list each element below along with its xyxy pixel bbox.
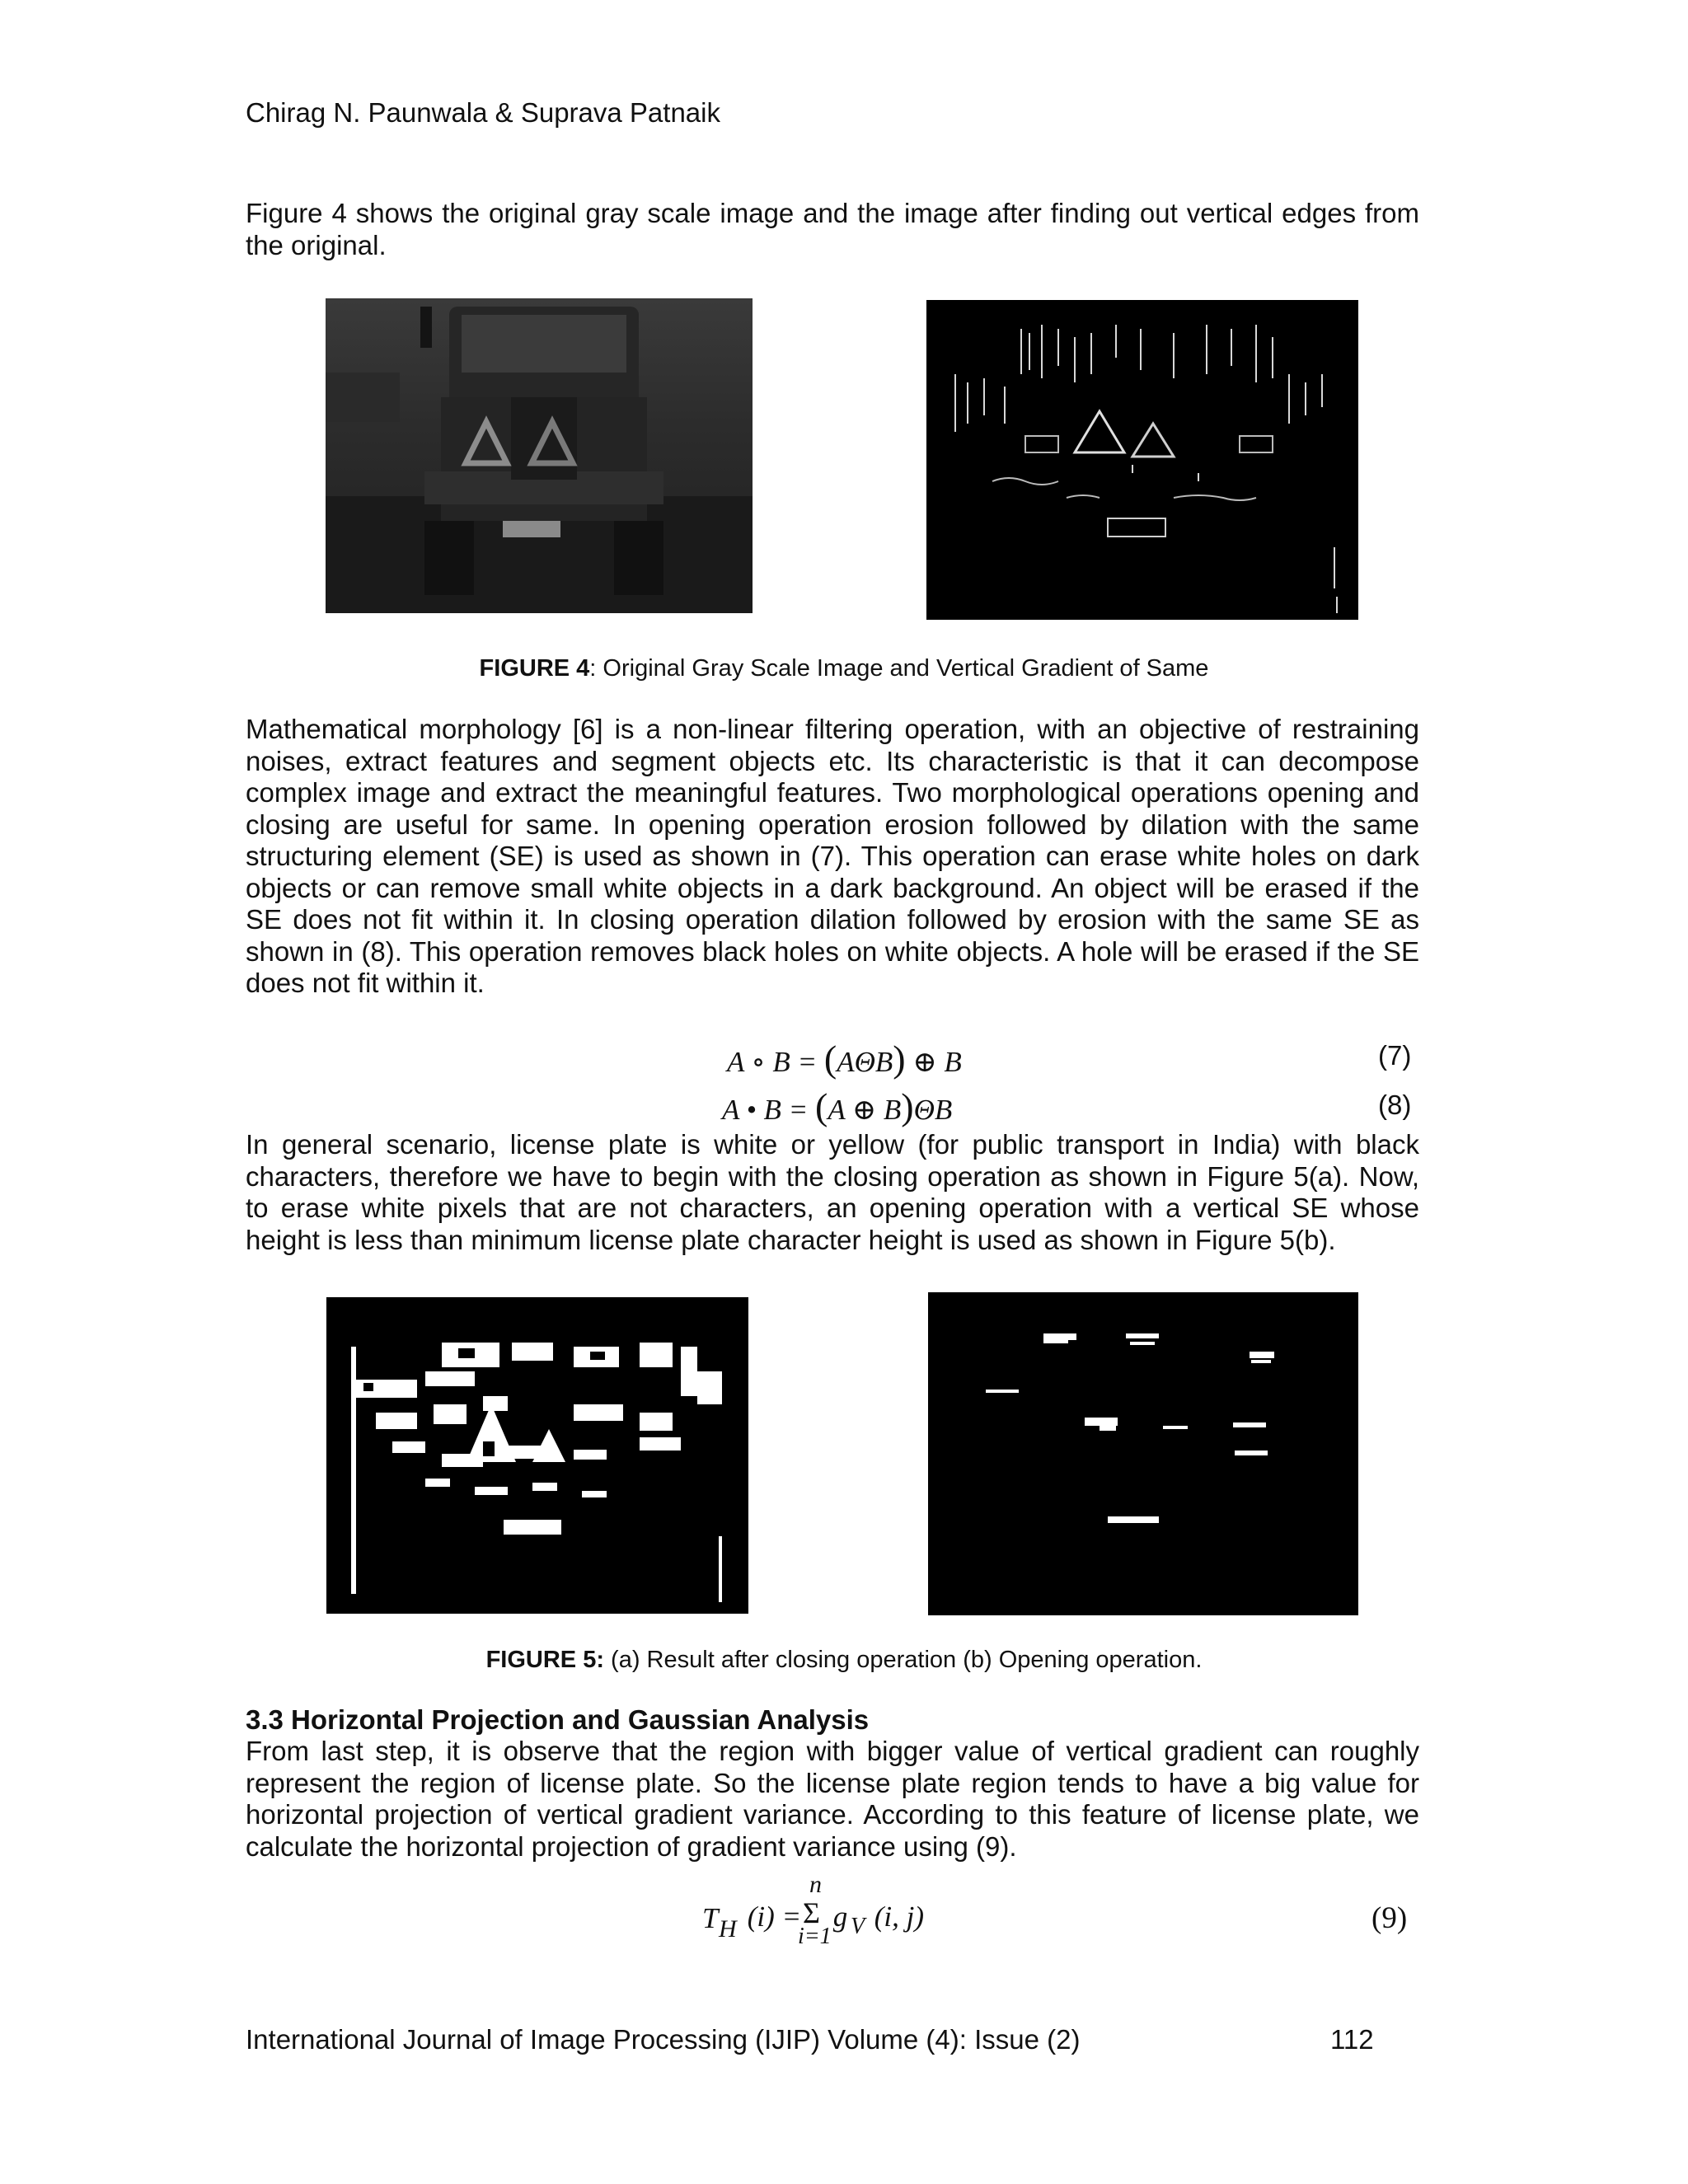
- eq8-inner: A ⊕ B: [828, 1094, 902, 1126]
- figure4-caption-label: FIGURE 4: [479, 655, 590, 682]
- figure4-caption: [0, 655, 1688, 682]
- eq8-close-paren: ): [901, 1085, 914, 1127]
- eq9-T-subscript: H: [719, 1915, 737, 1943]
- eq8-lhs: A • B =: [722, 1094, 815, 1126]
- eq7-close-paren: ): [893, 1038, 906, 1080]
- eq7-inner: AΘB: [837, 1046, 893, 1078]
- figure5-caption: [0, 1647, 1688, 1674]
- license-plate-paragraph: In general scenario, license plate is white or yellow (for public transport in India) with black characters, therefore we have to begin with the closing operation as shown in Figure 5(a). Now, to erase white pixels that are not characters, an opening operation with a vertical SE whose height is less than minimum license plate character height is used as shown in Figure 5(b).: [246, 1129, 1419, 1255]
- eq9-g-argument: (i, j): [867, 1900, 925, 1933]
- figure5a-closing-image: [326, 1297, 748, 1614]
- eq8-rhs: ΘB: [913, 1094, 953, 1126]
- equation-8-number: (8): [1378, 1090, 1412, 1120]
- eq9-argument: (i) =: [740, 1900, 809, 1933]
- equation-9-number: (9): [1372, 1901, 1408, 1935]
- figure4-caption-text: : Original Gray Scale Image and Vertical Gradient of Same: [589, 655, 1209, 682]
- footer-page-number: 112: [1330, 2024, 1374, 2055]
- eq7-lhs: A ∘ B =: [727, 1046, 824, 1078]
- intro-paragraph: Figure 4 shows the original gray scale image and the image after finding out vertical edges from the original.: [246, 198, 1419, 260]
- figure4-vertical-gradient-image: [926, 300, 1358, 620]
- morphology-paragraph: Mathematical morphology [6] is a non-linear filtering operation, with an objective of restraining noises, extract features and segment objects etc. Its characteristic is that it can decompose complex image and extract the meaningful features. Two morphological operations opening and closing are useful for same. In opening operation erosion followed by dilation with the same structuring element (SE) is used as shown in (7). This operation can erase white holes on dark objects or can remove small white objects in a dark background. An object will be erased if the SE does not fit within it. In closing operation dilation followed by erosion with the same SE as shown in (8). This operation removes black holes on white objects. A hole will be erased if the SE does not fit within it.: [246, 714, 1419, 998]
- figure4-grayscale-image: [326, 298, 753, 613]
- equation-8: [722, 1085, 952, 1128]
- eq9-sum-lower: i=1: [798, 1924, 832, 1949]
- eq7-rhs: ⊕ B: [905, 1046, 962, 1078]
- running-header: Chirag N. Paunwala & Suprava Patnaik: [246, 97, 720, 128]
- figure5-caption-text: (a) Result after closing operation (b) Opening operation.: [604, 1647, 1203, 1673]
- eq9-T: T: [702, 1902, 719, 1934]
- footer-journal: International Journal of Image Processing (IJIP) Volume (4): Issue (2): [246, 2024, 1081, 2055]
- section-heading: 3.3 Horizontal Projection and Gaussian Analysis: [246, 1704, 870, 1735]
- eq8-open-paren: (: [815, 1085, 828, 1127]
- equation-9: [702, 1871, 999, 1953]
- eq9-g-subscript: V: [851, 1914, 865, 1939]
- figure5b-opening-image: [928, 1292, 1358, 1615]
- eq7-open-paren: (: [823, 1038, 837, 1080]
- figure5-caption-label: FIGURE 5:: [485, 1647, 604, 1673]
- equation-7: [727, 1037, 962, 1080]
- eq9-sigma: Σ: [803, 1896, 820, 1929]
- projection-paragraph: From last step, it is observe that the region with bigger value of vertical gradient can roughly represent the region of license plate. So the license plate region tends to have a big value for horizontal projection of vertical gradient variance. According to this feature of license plate, we calculate the horizontal projection of gradient variance using (9).: [246, 1736, 1419, 1862]
- eq9-sum-upper: n: [809, 1871, 822, 1898]
- eq9-g: g: [826, 1900, 848, 1933]
- equation-7-number: (7): [1378, 1040, 1412, 1071]
